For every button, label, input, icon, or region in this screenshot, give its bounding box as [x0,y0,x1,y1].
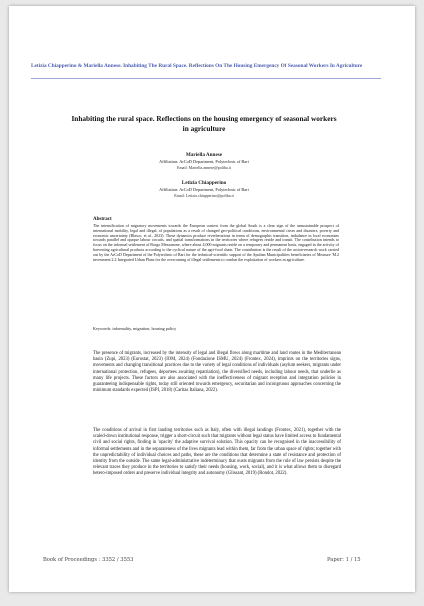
body-paragraph: The conditions of arrival in first landing territories such as Italy, often with illegal landings (Frontex, 2021), together with the scaled-down institutional response, trigger a short-circuit such that migrants without legal status have limited access to fundamental civil and social rights, finding in 'opacity' the adaptive survival solution. This opacity can be recognised in the inaccessibility of informal settlements and in the separateness of the lives migrants lead within them, far from the urban space of rights; together with the unpredictability of individual choices and paths, these are the conditions that determine a state of resistance and protection of identity from the outside. The same legal-administrative indeterminacy that ousts migrants from the rule of law persists despite the relevant traces they produce in the territories to satisfy their needs (housing, work, social), and it is what allows them to disregard hetero-imposed orders and preserve individual integrity and autonomy (Glissant, 2019) (Rondot, 2022). [93,428,341,477]
paper-page [9,6,415,592]
footer-proceedings: Book of Proceedings : 3352 / 3553 [43,557,134,563]
author-block-1 [69,152,339,171]
abstract [93,218,339,263]
footer-page-number: Paper: 1 / 15 [327,557,361,563]
running-header: Letizia Chiapperino & Mariella Annese. Inhabiting The Rural Space. Reflections On The Housing Emergency Of Seasonal Workers In Agriculture [31,63,363,69]
author-email: Email: Mariella.annese@poliba.it [177,165,231,170]
keywords: Keywords: informality, migration, housing policy [93,326,177,331]
author-name: Letizia Chiapperino [181,180,227,186]
author-affiliation: Affiliation: ArCoD Department, Polytechnic of Bari [159,159,249,164]
abstract-heading: Abstract [93,217,112,222]
body-paragraph: The presence of migrants, increased by the intensity of legal and illegal flows along maritime and land routes in the Mediterranean basin (Zupi, 2023) (Eurostat, 2023) (IOM, 2024) (Fondazione ISMU, 2024) (Frontex, 2024), imprints on the territories signs, movements and changing transitional practices due to the variety of legal conditions of individuals (asylum seekers, migrants under international protection, refugees, deportees awaiting repatriation), the diversified needs, including labour needs, that underlie as many life projects. These factors are also associated with the ineffectiveness of migrant reception and integration policies in guaranteeing indispensable rights, today still oriented towards emergency, securitarian and incongruous approaches concerning the minimum standards expected (ISPI, 2018) (Caritas Italiana, 2022). [93,351,341,394]
author-email: Email: Letizia.chiapperino@poliba.it [174,193,234,198]
author-affiliation: Affiliation: ArCoD Department, Polytechnic of Bari [159,187,249,192]
paper-title: Inhabiting the rural space. Reflections on the housing emergency of seasonal workers in agriculture [71,114,337,133]
author-name: Mariella Annese [185,152,223,158]
header-divider [31,78,381,79]
author-block-2 [69,180,339,199]
abstract-text: The intensification of migratory movements towards the European context from the global South is a clear sign of the unsustainable prospect of international mobility, legal and illegal, of populations as a result of changed geo-political conditions, environmental crises and disasters, poverty and economic uncertainty (Blasco, et al., 2023). These dynamics produce reverberations in terms of demographic transition, imbalance in local economies towards parallel and opaque labour circuits, and spatial transformations in the territories where refugees reside and transit. The contribution intends to focus on the informal settlement of Borgo Mezzanone, where about 4,000 migrants reside on a temporary and permanent basis, engaged in the activity of harvesting agricultural products according to the cyclical nature of the agri-food chain. The contribution is the result of the action-research work carried out by the ArCoD Department of the Polytechnic of Bari for the technical-scientific support of the Apulian Municipalities beneficiaries of Measure 'M.2 investment 2.2 Integrated Urban Plans for the overcoming of illegal settlements to combat the exploitation of workers in agriculture. [93,222,339,262]
